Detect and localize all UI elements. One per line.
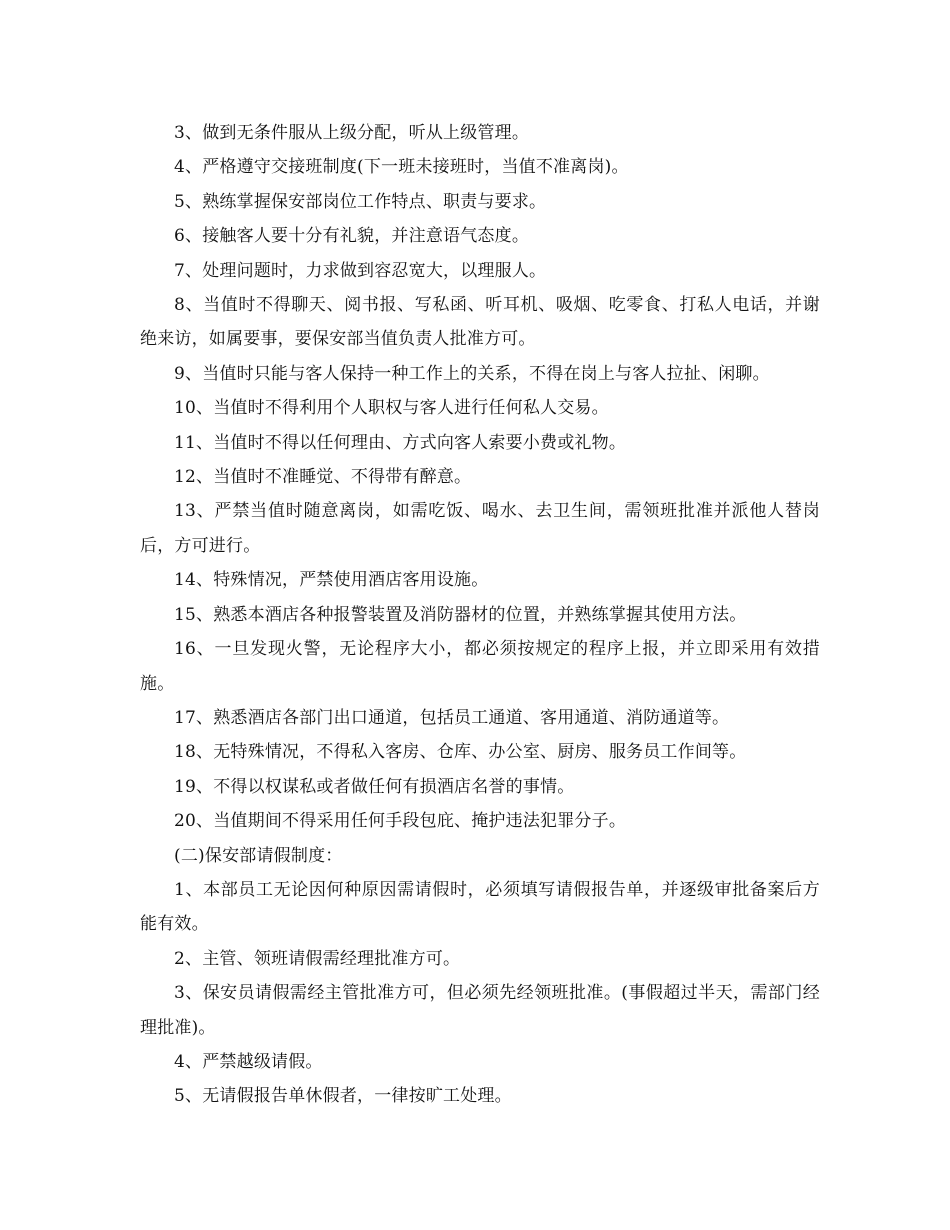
paragraph: 7、处理问题时，力求做到容忍宽大，以理服人。	[174, 260, 547, 281]
paragraph: 20、当值期间不得采用任何手段包庇、掩护违法犯罪分子。	[174, 811, 627, 832]
paragraph: 18、无特殊情况，不得私入客房、仓库、办公室、厨房、服务员工作间等。	[174, 742, 747, 763]
paragraph: 4、严格遵守交接班制度(下一班未接班时，当值不准离岗)。	[174, 157, 629, 178]
section-heading: (二)保安部请假制度：	[174, 845, 343, 866]
paragraph: 4、严禁越级请假。	[174, 1051, 323, 1072]
paragraph: 3、保安员请假需经主管批准方可，但必须先经领班批准。(事假超过半天，需部门经理批准)。	[140, 983, 820, 1038]
paragraph: 12、当值时不准睡觉、不得带有醉意。	[174, 467, 472, 488]
document-body	[140, 116, 820, 1114]
paragraph: 19、不得以权谋私或者做任何有损酒店名誉的事情。	[174, 776, 575, 797]
paragraph: 11、当值时不得以任何理由、方式向客人索要小费或礼物。	[174, 432, 627, 453]
paragraph: 8、当值时不得聊天、阅书报、写私函、听耳机、吸烟、吃零食、打私人电话，并谢绝来访，如属要事，要保安部当值负责人批准方可。	[140, 295, 820, 350]
paragraph: 15、熟悉本酒店各种报警装置及消防器材的位置，并熟练掌握其使用方法。	[174, 604, 747, 625]
paragraph: 5、无请假报告单休假者，一律按旷工处理。	[174, 1086, 512, 1107]
paragraph: 13、严禁当值时随意离岗，如需吃饭、喝水、去卫生间，需领班批准并派他人替岗后，方可进行。	[140, 501, 820, 556]
paragraph: 9、当值时只能与客人保持一种工作上的关系，不得在岗上与客人拉扯、闲聊。	[174, 363, 770, 384]
paragraph: 14、特殊情况，严禁使用酒店客用设施。	[174, 570, 489, 591]
paragraph: 10、当值时不得利用个人职权与客人进行任何私人交易。	[174, 398, 609, 419]
paragraph: 17、熟悉酒店各部门出口通道，包括员工通道、客用通道、消防通道等。	[174, 707, 730, 728]
paragraph: 2、主管、领班请假需经理批准方可。	[174, 948, 461, 969]
paragraph: 1、本部员工无论因何种原因需请假时，必须填写请假报告单，并逐级审批备案后方能有效。	[140, 879, 820, 935]
paragraph: 6、接触客人要十分有礼貌，并注意语气态度。	[174, 226, 530, 247]
paragraph: 5、熟练掌握保安部岗位工作特点、职责与要求。	[174, 191, 547, 212]
paragraph: 16、一旦发现火警，无论程序大小，都必须按规定的程序上报，并立即采用有效措施。	[140, 639, 820, 694]
paragraph: 3、做到无条件服从上级分配，听从上级管理。	[174, 123, 530, 143]
